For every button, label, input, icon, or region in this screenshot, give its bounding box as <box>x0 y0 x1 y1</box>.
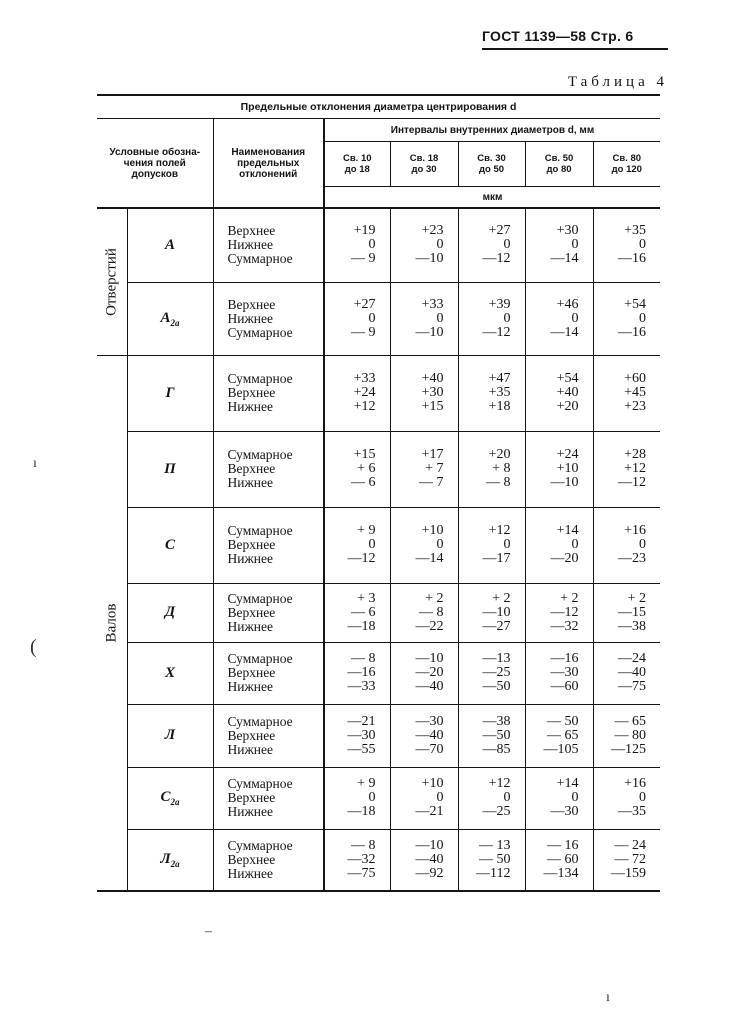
table-row <box>97 431 660 507</box>
deviation-value: —50 <box>482 679 511 694</box>
deviation-value: —30 <box>550 804 579 819</box>
deviation-value: +30 <box>556 223 579 239</box>
deviation-value: — 16 <box>547 837 579 853</box>
group-label: Отверстий <box>103 247 120 316</box>
value-cell <box>324 507 390 583</box>
deviation-value: — 9 <box>351 324 376 340</box>
range-header <box>593 142 660 187</box>
deviation-names <box>213 208 324 282</box>
deviation-name: Суммарное <box>227 776 293 791</box>
deviation-names <box>213 507 324 583</box>
deviation-value: +40 <box>421 371 444 386</box>
deviation-value: —112 <box>476 865 511 881</box>
range-from: Св. 30 <box>477 153 506 164</box>
deviation-value: +27 <box>488 223 511 239</box>
value-cell <box>324 208 390 282</box>
value-cell <box>458 431 525 507</box>
deviation-name: Верхнее <box>227 537 276 552</box>
value-cell <box>390 704 458 767</box>
deviation-value: +33 <box>353 371 376 386</box>
scan-mark: ı <box>606 990 610 1005</box>
deviation-value: —105 <box>543 741 579 757</box>
deviation-value: — 80 <box>614 727 647 743</box>
deviation-value: —14 <box>550 251 579 267</box>
deviation-value: 0 <box>571 310 579 326</box>
tolerance-table-container <box>97 94 660 892</box>
field-designation: Г <box>127 355 213 431</box>
value-cell <box>390 829 458 891</box>
field-subscript: 2а <box>170 317 180 328</box>
value-cell <box>525 282 593 355</box>
deviation-value: 0 <box>639 537 647 552</box>
value-cell <box>324 355 390 431</box>
field-column-header: Условные обозна-чения полей допусков <box>97 119 213 209</box>
deviation-value: +12 <box>488 523 511 538</box>
field-designation: Х <box>127 642 213 704</box>
deviation-name: Нижнее <box>227 399 274 414</box>
deviation-value: —10 <box>482 604 511 620</box>
value-cell <box>324 642 390 704</box>
group-cell <box>97 355 127 891</box>
value-cell <box>525 507 593 583</box>
range-to: до 18 <box>344 164 370 175</box>
deviation-value: —10 <box>550 475 579 490</box>
deviation-value: +45 <box>624 385 647 400</box>
deviation-value: +27 <box>353 296 376 312</box>
deviation-value: — 8 <box>351 837 376 853</box>
deviation-value: +23 <box>421 223 444 239</box>
deviation-value: —23 <box>618 551 647 566</box>
range-to: до 120 <box>611 164 642 175</box>
range-header <box>324 142 390 187</box>
table-row <box>97 208 660 282</box>
deviation-value: —18 <box>347 618 376 634</box>
deviation-value: —16 <box>618 251 647 267</box>
deviation-value: +12 <box>624 461 647 476</box>
deviation-value: —40 <box>415 727 444 743</box>
deviation-value: +46 <box>556 296 579 312</box>
deviation-value: —30 <box>550 665 579 680</box>
deviation-value: 0 <box>639 790 647 805</box>
deviation-value: —15 <box>618 604 647 620</box>
deviation-value: 0 <box>639 310 647 326</box>
range-to: до 50 <box>478 164 505 175</box>
deviation-value: + 2 <box>425 590 444 606</box>
deviation-name: Нижнее <box>227 804 274 819</box>
table-label: Таблица 4 <box>567 74 668 90</box>
range-from: Св. 18 <box>409 153 439 164</box>
deviation-value: + 2 <box>627 590 647 606</box>
deviation-name: Суммарное <box>227 523 293 538</box>
deviation-value: —159 <box>611 865 647 881</box>
deviation-value: + 8 <box>492 461 511 476</box>
deviation-name: Суммарное <box>227 371 293 386</box>
table-row <box>97 767 660 829</box>
deviation-value: +39 <box>488 296 511 312</box>
table-row <box>97 704 660 767</box>
table-row <box>97 829 660 891</box>
table-caption: Предельные отклонения диаметра центрирования d <box>97 95 660 119</box>
deviation-value: —25 <box>482 665 511 680</box>
deviation-value: +40 <box>556 385 579 400</box>
value-cell <box>390 642 458 704</box>
deviation-value: — 6 <box>351 604 376 620</box>
value-cell <box>390 208 458 282</box>
field-designation: П <box>127 431 213 507</box>
deviation-value: —22 <box>415 618 444 634</box>
deviation-value: +15 <box>421 399 444 414</box>
deviation-name: Суммарное <box>227 651 293 666</box>
deviation-value: —25 <box>482 804 511 819</box>
deviation-value: —16 <box>347 665 376 680</box>
deviation-name: Нижнее <box>227 475 274 490</box>
deviation-value: — 24 <box>614 837 647 853</box>
deviation-value: +30 <box>421 385 444 400</box>
value-cell <box>593 355 660 431</box>
value-cell <box>390 355 458 431</box>
deviation-name: Нижнее <box>227 237 274 253</box>
deviation-value: +12 <box>353 399 376 414</box>
deviation-value: —125 <box>611 741 647 757</box>
value-cell <box>458 767 525 829</box>
group-cell <box>97 208 127 355</box>
deviation-value: —10 <box>415 651 444 666</box>
deviation-value: —55 <box>347 741 376 757</box>
deviation-value: —38 <box>618 618 647 634</box>
value-cell <box>324 431 390 507</box>
deviation-name: Верхнее <box>227 851 276 867</box>
deviation-name: Суммарное <box>227 837 293 853</box>
deviation-name: Суммарное <box>227 251 293 267</box>
value-cell <box>525 829 593 891</box>
scan-mark: – <box>205 924 212 939</box>
deviation-value: 0 <box>571 237 579 253</box>
deviation-value: +20 <box>488 447 511 462</box>
field-subscript: 2а <box>170 858 180 869</box>
deviation-value: +12 <box>488 776 511 791</box>
deviation-value: —85 <box>482 741 511 757</box>
deviation-names <box>213 282 324 355</box>
deviation-value: —12 <box>618 475 647 490</box>
deviation-value: +35 <box>624 223 647 239</box>
value-cell <box>593 583 660 642</box>
value-cell <box>458 208 525 282</box>
deviation-name: Нижнее <box>227 865 274 881</box>
value-cell <box>525 704 593 767</box>
deviation-value: 0 <box>368 237 376 253</box>
deviation-value: +54 <box>624 296 647 312</box>
deviation-value: —35 <box>618 804 647 819</box>
deviation-value: +14 <box>556 523 579 538</box>
deviation-names <box>213 642 324 704</box>
deviation-value: 0 <box>571 790 579 805</box>
value-cell <box>458 704 525 767</box>
deviation-value: 0 <box>503 537 511 552</box>
range-to: до 30 <box>411 164 437 175</box>
table-row <box>97 355 660 431</box>
deviation-value: —16 <box>550 651 579 666</box>
deviation-value: +16 <box>624 523 647 538</box>
deviation-value: — 8 <box>486 475 511 490</box>
deviation-name: Верхнее <box>227 223 276 239</box>
value-cell <box>458 355 525 431</box>
deviation-value: +20 <box>556 399 579 414</box>
table-row <box>97 282 660 355</box>
deviation-value: +54 <box>556 371 579 386</box>
value-cell <box>593 767 660 829</box>
field-designation: Д <box>127 583 213 642</box>
tolerance-table <box>97 94 660 892</box>
deviation-value: —32 <box>347 851 376 867</box>
deviation-value: — 6 <box>351 475 376 490</box>
deviation-value: — 50 <box>547 713 579 729</box>
deviation-value: + 9 <box>357 776 376 791</box>
deviation-name: Нижнее <box>227 310 274 326</box>
deviation-value: —33 <box>347 679 376 694</box>
deviation-value: —75 <box>347 865 376 881</box>
unit-label: мкм <box>324 187 660 209</box>
deviation-value: 0 <box>368 537 376 552</box>
deviation-value: —32 <box>550 618 579 634</box>
range-header <box>458 142 525 187</box>
deviation-value: —20 <box>550 551 579 566</box>
deviation-value: +14 <box>556 776 579 791</box>
value-cell <box>390 431 458 507</box>
table-row <box>97 507 660 583</box>
deviation-value: —40 <box>415 851 444 867</box>
range-from: Св. 80 <box>612 153 642 164</box>
deviation-value: —14 <box>550 324 579 340</box>
deviation-value: + 2 <box>560 590 579 606</box>
deviation-value: +15 <box>353 447 376 462</box>
deviation-value: +35 <box>488 385 511 400</box>
field-designation: $Л_{2а}$ <box>127 829 213 891</box>
value-cell <box>525 431 593 507</box>
deviation-value: —10 <box>415 324 444 340</box>
value-cell <box>458 642 525 704</box>
value-cell <box>324 767 390 829</box>
deviation-value: 0 <box>571 537 579 552</box>
deviation-name: Суммарное <box>227 713 293 729</box>
deviation-value: 0 <box>503 237 511 253</box>
value-cell <box>593 282 660 355</box>
deviation-names <box>213 431 324 507</box>
deviation-value: —75 <box>618 679 647 694</box>
value-cell <box>458 282 525 355</box>
deviation-value: —13 <box>482 651 511 666</box>
deviation-value: 0 <box>436 537 444 552</box>
deviation-names <box>213 767 324 829</box>
deviation-value: —30 <box>415 713 444 729</box>
value-cell <box>324 829 390 891</box>
table-row <box>97 583 660 642</box>
value-cell <box>390 507 458 583</box>
value-cell <box>593 642 660 704</box>
value-cell <box>593 208 660 282</box>
deviation-value: —38 <box>482 713 511 729</box>
deviation-value: — 8 <box>419 604 444 620</box>
deviation-value: 0 <box>436 790 444 805</box>
deviation-value: 0 <box>436 237 444 253</box>
value-cell <box>458 507 525 583</box>
deviation-value: —12 <box>482 251 511 267</box>
deviation-value: —16 <box>618 324 647 340</box>
deviation-value: — 65 <box>614 713 647 729</box>
deviation-value: 0 <box>436 310 444 326</box>
deviation-value: — 9 <box>351 251 376 267</box>
deviation-value: 0 <box>368 790 376 805</box>
deviation-value: +24 <box>556 447 579 462</box>
intervals-header: Интервалы внутренних диаметров d, мм <box>324 119 660 142</box>
deviation-value: —12 <box>347 551 376 566</box>
deviation-value: +16 <box>624 776 647 791</box>
field-designation: $С_{2а}$ <box>127 767 213 829</box>
deviation-value: —134 <box>543 865 579 881</box>
deviation-value: —18 <box>347 804 376 819</box>
deviation-name: Верхнее <box>227 385 276 400</box>
value-cell <box>458 829 525 891</box>
deviation-name: Верхнее <box>227 604 276 620</box>
deviation-value: — 50 <box>479 851 511 867</box>
deviation-value: +18 <box>488 399 511 414</box>
value-cell <box>324 704 390 767</box>
value-cell <box>593 829 660 891</box>
deviation-names <box>213 355 324 431</box>
deviation-value: —27 <box>482 618 511 634</box>
deviation-value: — 13 <box>479 837 511 853</box>
deviation-value: —10 <box>415 251 444 267</box>
deviation-value: +47 <box>488 371 511 386</box>
deviation-value: —12 <box>550 604 579 620</box>
deviation-value: +17 <box>421 447 444 462</box>
deviation-value: — 8 <box>351 651 376 666</box>
deviation-name: Верхнее <box>227 461 276 476</box>
value-cell <box>324 583 390 642</box>
deviation-name: Верхнее <box>227 665 276 680</box>
deviation-name: Нижнее <box>227 679 274 694</box>
deviation-value: —30 <box>347 727 376 743</box>
scan-mark: ( <box>30 636 37 658</box>
value-cell <box>525 642 593 704</box>
page-header: ГОСТ 1139—58 Стр. 6 <box>482 28 634 44</box>
deviation-value: —40 <box>618 665 647 680</box>
deviation-value: +33 <box>421 296 444 312</box>
value-cell <box>390 767 458 829</box>
deviation-name: Суммарное <box>227 590 293 606</box>
deviation-value: —20 <box>415 665 444 680</box>
deviation-value: —17 <box>482 551 511 566</box>
value-cell <box>525 583 593 642</box>
deviation-name: Верхнее <box>227 790 276 805</box>
value-cell <box>593 507 660 583</box>
deviation-value: 0 <box>503 310 511 326</box>
deviation-name: Верхнее <box>227 296 276 312</box>
deviation-value: + 9 <box>357 523 376 538</box>
value-cell <box>593 431 660 507</box>
deviation-value: 0 <box>368 310 376 326</box>
scan-mark: ı <box>33 456 37 471</box>
deviation-value: + 2 <box>492 590 511 606</box>
deviation-value: +10 <box>556 461 579 476</box>
field-designation: С <box>127 507 213 583</box>
group-label: Валов <box>103 603 120 643</box>
field-designation: $A_{2а}$ <box>127 282 213 355</box>
deviation-name: Верхнее <box>227 727 276 743</box>
deviation-value: —92 <box>415 865 444 881</box>
deviation-value: —12 <box>482 324 511 340</box>
deviation-value: +10 <box>421 523 444 538</box>
deviation-value: —40 <box>415 679 444 694</box>
deviation-names <box>213 583 324 642</box>
deviation-name: Суммарное <box>227 447 293 462</box>
deviation-value: —50 <box>482 727 511 743</box>
deviation-value: —21 <box>347 713 376 729</box>
deviation-value: + 3 <box>357 590 376 606</box>
value-cell <box>525 767 593 829</box>
value-cell <box>324 282 390 355</box>
deviation-value: +23 <box>624 399 647 414</box>
deviation-value: +19 <box>353 223 376 239</box>
value-cell <box>390 282 458 355</box>
deviation-names <box>213 704 324 767</box>
deviation-value: — 72 <box>614 851 647 867</box>
deviation-names <box>213 829 324 891</box>
deviation-value: — 65 <box>547 727 579 743</box>
deviation-value: + 7 <box>425 461 444 476</box>
deviation-value: —14 <box>415 551 444 566</box>
field-designation: Л <box>127 704 213 767</box>
deviation-value: — 7 <box>419 475 444 490</box>
table-row <box>97 642 660 704</box>
value-cell <box>390 583 458 642</box>
deviation-value: —24 <box>618 651 647 666</box>
range-to: до 80 <box>546 164 572 175</box>
field-subscript: 2а <box>170 797 180 807</box>
range-header <box>390 142 458 187</box>
deviation-value: + 6 <box>357 461 376 476</box>
range-header <box>525 142 593 187</box>
header-rule <box>482 48 668 50</box>
deviation-value: 0 <box>639 237 647 253</box>
field-designation: A <box>127 208 213 282</box>
deviation-value: +24 <box>353 385 376 400</box>
value-cell <box>525 208 593 282</box>
deviation-name: Нижнее <box>227 741 274 757</box>
value-cell <box>593 704 660 767</box>
deviation-value: —21 <box>415 804 444 819</box>
deviation-value: —70 <box>415 741 444 757</box>
deviation-value: —10 <box>415 837 444 853</box>
deviation-value: — 60 <box>547 851 579 867</box>
deviation-value: +60 <box>624 371 647 386</box>
value-cell <box>525 355 593 431</box>
deviation-name: Нижнее <box>227 618 274 634</box>
deviation-name: Нижнее <box>227 551 274 566</box>
range-from: Св. 10 <box>342 153 372 164</box>
deviation-value: +10 <box>421 776 444 791</box>
names-column-header: Наименования предельных отклонений <box>213 119 324 209</box>
range-from: Св. 50 <box>544 153 574 164</box>
value-cell <box>458 583 525 642</box>
deviation-value: 0 <box>503 790 511 805</box>
deviation-value: +28 <box>624 447 647 462</box>
deviation-name: Суммарное <box>227 324 293 340</box>
deviation-value: —60 <box>550 679 579 694</box>
